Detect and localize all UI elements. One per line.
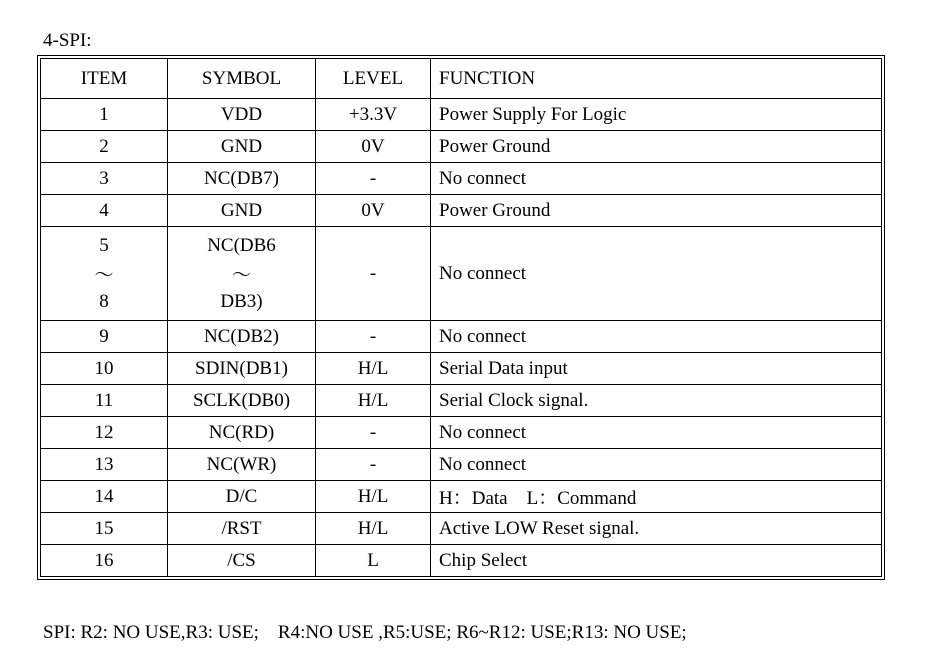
cell-level: - bbox=[316, 417, 431, 449]
table-row bbox=[41, 163, 882, 195]
cell-level: L bbox=[316, 545, 431, 577]
table-row bbox=[41, 131, 882, 163]
table-row bbox=[41, 195, 882, 227]
cell-symbol: GND bbox=[168, 131, 316, 163]
cell-item: 16 bbox=[41, 545, 168, 577]
header-item: ITEM bbox=[41, 59, 168, 99]
symbol-range-end: DB3) bbox=[220, 290, 263, 312]
table-row bbox=[41, 227, 882, 321]
cell-level: - bbox=[316, 227, 431, 321]
spi-resistor-note: SPI: R2: NO USE,R3: USE; R4:NO USE ,R5:USE; R6~R12: USE;R13: NO USE; bbox=[43, 622, 687, 643]
table-row bbox=[41, 385, 882, 417]
cell-function: No connect bbox=[431, 163, 882, 195]
symbol-range-start: NC(DB6 bbox=[207, 234, 276, 256]
cell-function: Serial Clock signal. bbox=[431, 385, 882, 417]
cell-symbol: VDD bbox=[168, 99, 316, 131]
cell-item: 1 bbox=[41, 99, 168, 131]
cell-function: No connect bbox=[431, 321, 882, 353]
pin-table bbox=[40, 58, 882, 577]
cell-item: 11 bbox=[41, 385, 168, 417]
cell-item: 2 bbox=[41, 131, 168, 163]
cell-item: 13 bbox=[41, 449, 168, 481]
cell-level: H/L bbox=[316, 353, 431, 385]
cell-symbol: /RST bbox=[168, 513, 316, 545]
cell-level: - bbox=[316, 163, 431, 195]
cell-level: H/L bbox=[316, 481, 431, 513]
cell-symbol: /CS bbox=[168, 545, 316, 577]
cell-symbol: D/C bbox=[168, 481, 316, 513]
cell-symbol: SDIN(DB1) bbox=[168, 353, 316, 385]
cell-function: H：Data L：Command bbox=[431, 481, 882, 513]
cell-item bbox=[41, 227, 168, 321]
cell-item: 10 bbox=[41, 353, 168, 385]
cell-level: - bbox=[316, 449, 431, 481]
table-header-row bbox=[41, 59, 882, 99]
table-row bbox=[41, 449, 882, 481]
table-row bbox=[41, 353, 882, 385]
table-row bbox=[41, 321, 882, 353]
cell-level: - bbox=[316, 321, 431, 353]
cell-symbol bbox=[168, 227, 316, 321]
cell-function: No connect bbox=[431, 449, 882, 481]
cell-item: 9 bbox=[41, 321, 168, 353]
cell-function: Power Supply For Logic bbox=[431, 99, 882, 131]
cell-item: 4 bbox=[41, 195, 168, 227]
cell-item: 12 bbox=[41, 417, 168, 449]
cell-function: Chip Select bbox=[431, 545, 882, 577]
section-title: 4-SPI: bbox=[43, 30, 92, 51]
cell-item: 3 bbox=[41, 163, 168, 195]
cell-item: 15 bbox=[41, 513, 168, 545]
cell-symbol: NC(WR) bbox=[168, 449, 316, 481]
cell-function: Serial Data input bbox=[431, 353, 882, 385]
header-function: FUNCTION bbox=[431, 59, 882, 99]
cell-function: Power Ground bbox=[431, 195, 882, 227]
table-row bbox=[41, 417, 882, 449]
pin-table-frame bbox=[37, 55, 885, 580]
header-symbol: SYMBOL bbox=[168, 59, 316, 99]
cell-level: 0V bbox=[316, 195, 431, 227]
item-range-start: 5 bbox=[99, 234, 109, 256]
cell-symbol: NC(RD) bbox=[168, 417, 316, 449]
cell-function: No connect bbox=[431, 417, 882, 449]
table-row bbox=[41, 481, 882, 513]
item-range-tilde: ～ bbox=[94, 265, 114, 286]
cell-function: Active LOW Reset signal. bbox=[431, 513, 882, 545]
cell-level: +3.3V bbox=[316, 99, 431, 131]
cell-symbol: SCLK(DB0) bbox=[168, 385, 316, 417]
header-level: LEVEL bbox=[316, 59, 431, 99]
cell-symbol: NC(DB2) bbox=[168, 321, 316, 353]
cell-function: Power Ground bbox=[431, 131, 882, 163]
cell-level: H/L bbox=[316, 513, 431, 545]
cell-level: H/L bbox=[316, 385, 431, 417]
symbol-range-tilde: ～ bbox=[231, 265, 251, 286]
cell-item: 14 bbox=[41, 481, 168, 513]
cell-symbol: NC(DB7) bbox=[168, 163, 316, 195]
cell-function: No connect bbox=[431, 227, 882, 321]
table-row bbox=[41, 545, 882, 577]
table-row bbox=[41, 99, 882, 131]
cell-symbol: GND bbox=[168, 195, 316, 227]
cell-level: 0V bbox=[316, 131, 431, 163]
item-range-end: 8 bbox=[99, 290, 109, 312]
table-row bbox=[41, 513, 882, 545]
